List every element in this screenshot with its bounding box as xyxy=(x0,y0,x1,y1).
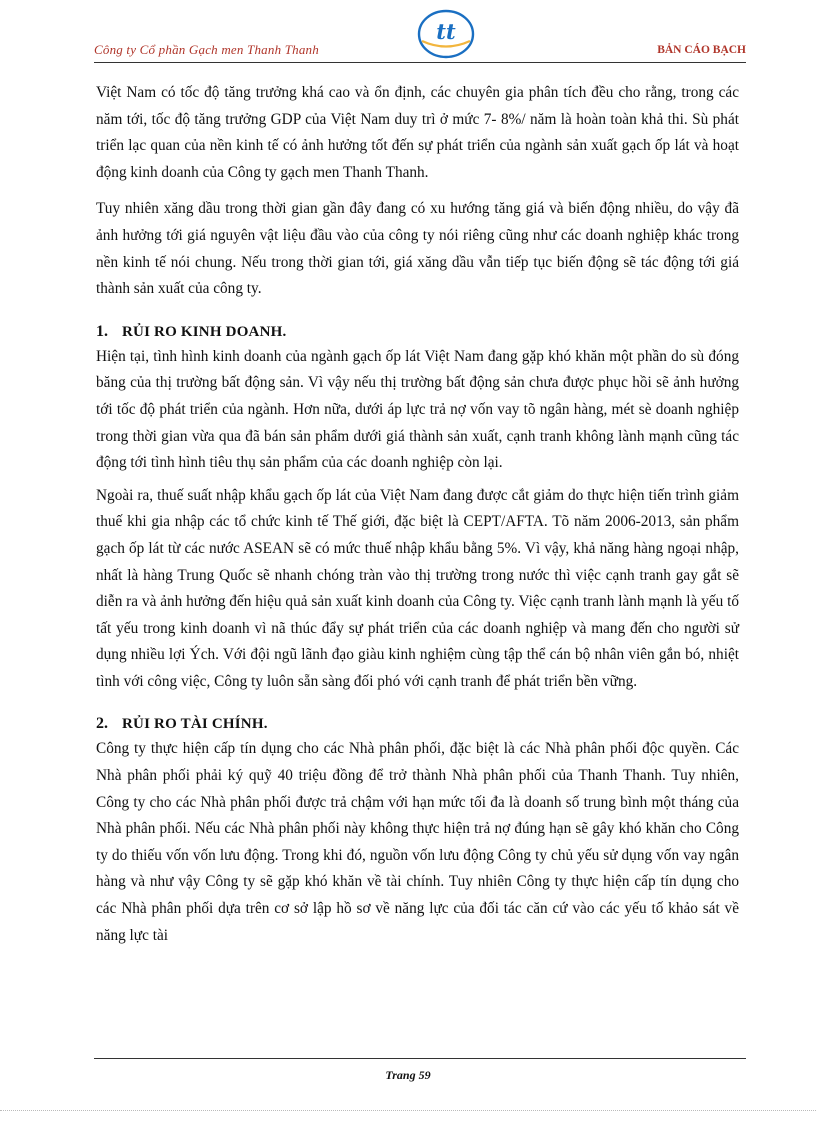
section-number: 1. xyxy=(96,322,108,340)
footer-divider xyxy=(94,1058,746,1059)
intro-paragraph-2: Tuy nhiên xăng dầu trong thời gian gần đây đang có xu hướng tăng giá và biến động nhiều, do vậy đã ảnh hưởng tới giá nguyên vật liệu đầu vào của công ty nói riêng cũng như các doanh nghiệp khác trong nền kinh tế nói chung. Nếu trong thời gian tới, giá xăng dầu vẫn tiếp tục biến động sẽ tác động tới giá thành sản xuất của công ty. xyxy=(96,200,739,298)
page-number: Trang 59 xyxy=(385,1068,431,1082)
section-heading-business-risk xyxy=(96,317,739,341)
company-name: Công ty Cổ phần Gạch men Thanh Thanh xyxy=(94,42,319,57)
business-risk-paragraph-1: Hiện tại, tình hình kinh doanh của ngành gạch ốp lát Việt Nam đang gặp khó khăn một phần do sù đóng băng của thị trường bất động sản. Vì vậy nếu thị trường bất động sản chưa được phục hồi sẽ ảnh hưởng tới tốc độ phát triển của ngành. Hơn nữa, dưới áp lực trả nợ vốn vay tõ ngân hàng, mét sè doanh nghiệp trong thời gian vừa qua đã bán sản phẩm dưới giá thành sản xuất, cạnh tranh không lành mạnh cũng tác động tới tình hình tiêu thụ sản phẩm của các doanh nghiệp còn lại. xyxy=(96,347,739,472)
section-title: RỦI RO KINH DOANH. xyxy=(122,323,287,340)
business-risk-paragraph-2: Ngoài ra, thuế suất nhập khẩu gạch ốp lát của Việt Nam đang được cắt giảm do thực hiện tiến trình giảm thuế khi gia nhập các tổ chức kinh tế Thế giới, đặc biệt là CEPT/AFTA. Tõ năm 2006-2013, sản phẩm gạch ốp lát từ các nước ASEAN sẽ có mức thuế nhập khẩu bằng 5%. Vì vậy, khả năng hàng ngoại nhập, nhất là hàng Trung Quốc sẽ nhanh chóng tràn vào thị trường trong nước thì việc cạnh tranh gay gắt sẽ diễn ra và ảnh hưởng đến hiệu quả sản xuất kinh doanh của Công ty. Việc cạnh tranh lành mạnh là yếu tố tất yếu trong kinh doanh vì nã thúc đẩy sự phát triển của các doanh nghiệp và mang đến cho người sử dụng nhiều lợi Ých. Với đội ngũ lãnh đạo giàu kinh nghiệm cùng tập thể cán bộ nhân viên gắn bó, nhiệt tình với công việc, Công ty luôn sẵn sàng đối phó với cạnh tranh để phát triển bền vững. xyxy=(96,486,739,690)
company-logo-icon xyxy=(416,8,476,60)
section-number: 2. xyxy=(96,715,108,733)
intro-paragraph-1: Việt Nam có tốc độ tăng trưởng khá cao và ổn định, các chuyên gia phân tích đều cho rằng, trong các năm tới, tốc độ tăng trưởng GDP của Việt Nam duy trì ở mức 7- 8%/ năm là hoàn toàn khả thi. Sù phát triển lạc quan của nền kinh tế có ảnh hưởng tốt đến sự phát triển của ngành sản xuất gạch ốp lát và hoạt động kinh doanh của Công ty gạch men Thanh Thanh. xyxy=(96,84,739,181)
section-title: RỦI RO TÀI CHÍNH. xyxy=(122,716,268,733)
financial-risk-paragraph-1: Công ty thực hiện cấp tín dụng cho các Nhà phân phối, đặc biệt là các Nhà phân phối độc quyền. Các Nhà phân phối phải ký quỹ 40 triệu đồng để trở thành Nhà phân phối của Thanh Thanh. Tuy nhiên, Công ty cho các Nhà phân phối được trả chậm với hạn mức tối đa là doanh số trung bình một tháng của Nhà phân phối. Nếu các Nhà phân phối này không thực hiện trả nợ đúng hạn sẽ gây khó khăn cho Công ty do thiếu vốn vốn lưu động. Trong khi đó, nguồn vốn lưu động Công ty chủ yếu sử dụng vốn vay ngân hàng và như vậy Công ty sẽ gặp khó khăn về tài chính. Tuy nhiên Công ty thực hiện cấp tín dụng cho các Nhà phân phối dựa trên cơ sở lập hồ sơ về năng lực của đối tác căn cứ vào các yếu tố khảo sát về năng lực tài xyxy=(96,740,739,944)
page-edge xyxy=(0,1110,816,1111)
header-divider xyxy=(94,62,746,63)
section-heading-financial-risk xyxy=(96,709,739,733)
page-header xyxy=(94,8,746,68)
document-title: BẢN CÁO BẠCH xyxy=(657,44,746,56)
page-body xyxy=(96,80,739,959)
logo-text: tt xyxy=(436,19,456,44)
